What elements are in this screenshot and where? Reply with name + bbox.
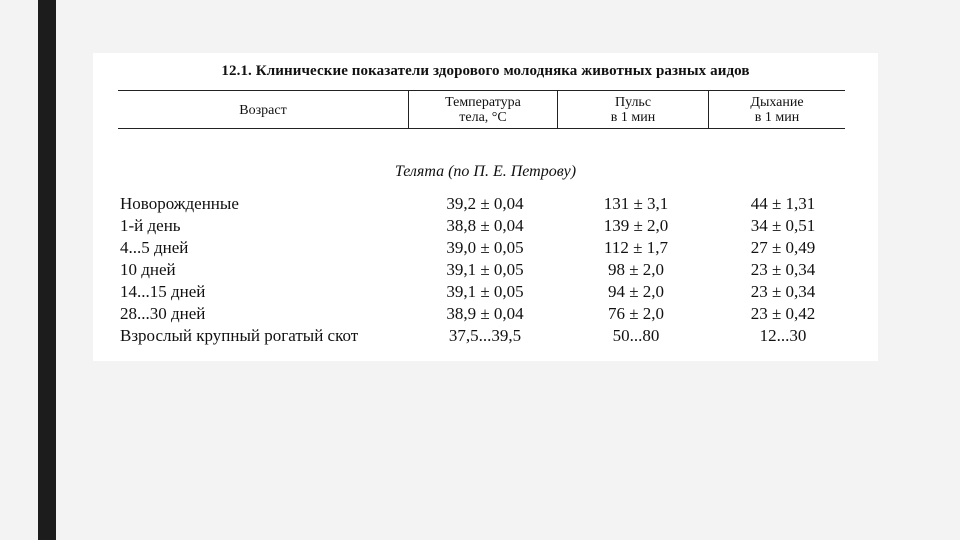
- table-row: [93, 237, 878, 259]
- row-temperature: 38,8 ± 0,04: [446, 216, 524, 235]
- row-temperature: 39,1 ± 0,05: [446, 260, 524, 279]
- row-age: 10 дней: [120, 260, 176, 279]
- header-temperature-line1: Температура: [445, 95, 521, 110]
- left-decorative-bar: [38, 0, 56, 540]
- row-pulse: 94 ± 2,0: [607, 282, 665, 301]
- header-temperature-line2: тела, °С: [459, 110, 507, 125]
- table-row: [93, 215, 878, 237]
- header-pulse: [558, 93, 708, 127]
- header-pulse-line2: в 1 мин: [610, 110, 656, 125]
- row-age: Взрослый крупный рогатый скот: [120, 326, 359, 345]
- row-breathing: 23 ± 0,34: [750, 260, 816, 279]
- row-age: 4...5 дней: [120, 238, 189, 257]
- header-top-rule: [118, 90, 845, 91]
- row-breathing: 23 ± 0,42: [750, 304, 816, 323]
- table-row: [93, 325, 878, 347]
- row-temperature: 39,2 ± 0,04: [446, 194, 524, 213]
- row-pulse: 76 ± 2,0: [607, 304, 665, 323]
- row-temperature: 38,9 ± 0,04: [446, 304, 524, 323]
- row-breathing: 12...30: [759, 326, 807, 345]
- header-bottom-rule: [118, 128, 845, 129]
- row-pulse: 98 ± 2,0: [607, 260, 665, 279]
- header-age-label: Возраст: [239, 102, 287, 118]
- row-breathing: 44 ± 1,31: [750, 194, 816, 213]
- table-row: [93, 259, 878, 281]
- header-age: [118, 93, 408, 127]
- row-age: 28...30 дней: [120, 304, 206, 323]
- row-pulse: 112 ± 1,7: [604, 238, 668, 257]
- table-row: [93, 193, 878, 215]
- header-breathing: [709, 93, 845, 127]
- header-temperature: [409, 93, 557, 127]
- row-breathing: 27 ± 0,49: [750, 238, 816, 257]
- row-pulse: 50...80: [612, 326, 660, 345]
- table-row: [93, 281, 878, 303]
- section-title: Телята (по П. Е. Петрову): [394, 163, 577, 180]
- row-temperature: 39,1 ± 0,05: [446, 282, 524, 301]
- row-pulse: 139 ± 2,0: [603, 216, 669, 235]
- row-temperature: 37,5...39,5: [448, 326, 522, 345]
- row-temperature: 39,0 ± 0,05: [446, 238, 524, 257]
- header-pulse-line1: Пульс: [614, 95, 652, 110]
- row-breathing: 23 ± 0,34: [750, 282, 816, 301]
- row-pulse: 131 ± 3,1: [603, 194, 669, 213]
- table-row: [93, 303, 878, 325]
- row-age: Новорожденные: [120, 194, 239, 213]
- row-breathing: 34 ± 0,51: [750, 216, 816, 235]
- row-age: 14...15 дней: [120, 282, 206, 301]
- scanned-table-page: [93, 53, 878, 361]
- row-age: 1-й день: [120, 216, 181, 235]
- header-breathing-line2: в 1 мин: [754, 110, 800, 125]
- table-title: 12.1. Клинические показатели здорового молодняка животных разных аидов: [221, 63, 750, 79]
- header-breathing-line1: Дыхание: [750, 95, 804, 110]
